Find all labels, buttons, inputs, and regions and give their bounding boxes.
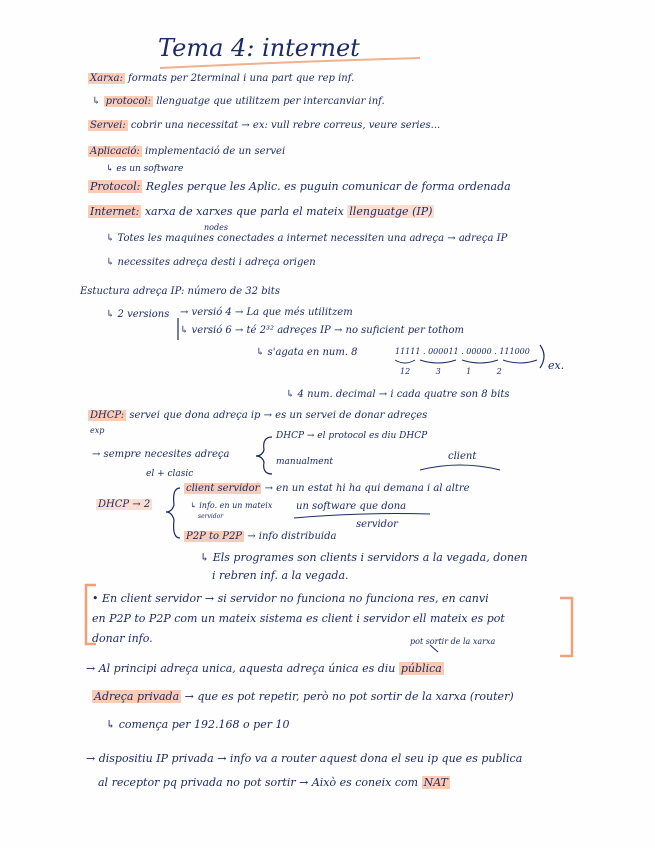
principi-text: → Al principi adreça unica, aquesta adreça única es diu <box>86 662 396 675</box>
sagata-line: ↳ s'agata en num. 8 <box>256 347 358 358</box>
aplicacio-line <box>88 147 285 157</box>
protocol-line <box>92 97 385 107</box>
internet-definition: xarxa de xarxes que parla el mateix <box>144 205 344 218</box>
servei-definition: cobrir una necessitat → ex: vull rebre correus, veure series... <box>130 120 441 131</box>
servidor-note: servidor <box>356 519 398 530</box>
p2p-term: P2P to P2P <box>186 531 243 542</box>
privada-definition: → que es pot repetir, però no pot sortir de la xarxa (router) <box>184 690 514 703</box>
servei-line <box>88 121 440 131</box>
tots-line: ↳ Totes les maquines conectades a internet necessiten una adreça → adreça IP <box>106 233 508 244</box>
num-decimal-line: ↳ 4 num. decimal → i cada quatre son 8 bits <box>286 389 510 400</box>
internet-highlight: llenguatge (IP) <box>349 205 433 218</box>
xarxa-term: Xarxa: <box>90 73 123 84</box>
aplicacio-definition: implementació de un servei <box>144 146 286 157</box>
programes-line-2: i rebren inf. a la vegada. <box>212 569 349 582</box>
protocol-arrow-icon: ↳ <box>92 96 104 107</box>
software-dona: un software que dona <box>296 501 407 512</box>
internet-line <box>88 206 434 217</box>
client-servidor-definition: → en un estat hi ha qui demana i al altre <box>264 483 470 494</box>
internet-term: Internet: <box>90 205 140 218</box>
receptor-text: al receptor pq privada no pot sortir → Això es coneix com <box>98 776 419 789</box>
nat-term: NAT <box>423 776 448 789</box>
sempre-line: → sempre necesites adreça <box>92 449 230 460</box>
comenca-line: ↳ comença per 192.168 o per 10 <box>106 718 290 731</box>
aplicacio-sub: ↳ es un software <box>106 164 184 174</box>
dhcp2-term: DHCP → 2 <box>98 499 151 510</box>
box-line-2: en P2P to P2P com un mateix sistema es client i servidor ell mateix es pot <box>92 612 505 625</box>
dhcp-line <box>88 411 427 421</box>
sortir-note: pot sortir de la xarxa <box>410 637 496 646</box>
dhcp-term: DHCP: <box>90 410 125 421</box>
privada-line <box>92 691 514 702</box>
box-line-1: • En client servidor → si servidor no funciona no funciona res, en canvi <box>92 592 489 605</box>
p2p-definition: → info distribuida <box>247 531 337 542</box>
protocol-definition: llenguatge que utilitzem per intercanviar inf. <box>156 96 385 107</box>
dhcp2-label <box>96 500 152 510</box>
el-classic-note: el + clasic <box>146 469 194 479</box>
protocol-term: protocol: <box>105 96 151 107</box>
aplicacio-term: Aplicació: <box>90 146 140 157</box>
necessites-line: ↳ necessites adreça desti i adreça origen <box>106 257 316 268</box>
client-servidor-term: client servidor <box>186 483 260 494</box>
client-servidor-line <box>184 484 470 494</box>
versio4-line: → versió 4 → La que més utilitzem <box>180 307 353 318</box>
binary-numbers: 12 3 1 2 <box>400 367 502 376</box>
p2p-line <box>184 532 336 542</box>
dhcp-note: exp <box>90 426 105 435</box>
binary-example: 11111 . 000011 . 00000 . 111000 <box>395 347 530 356</box>
ex-label: ex. <box>548 359 565 372</box>
publica-term: pública <box>400 662 442 675</box>
protocol2-line <box>88 181 511 192</box>
xarxa-definition: formats per 2terminal i una part que rep inf. <box>128 73 355 84</box>
estructura-line: Estuctura adreça IP: número de 32 bits <box>80 286 280 297</box>
protocol2-term: Protocol: <box>90 180 141 193</box>
servidor-small: servidor <box>198 513 224 520</box>
info-line: ↳ info. en un mateix <box>190 501 273 510</box>
box-line-3: donar info. <box>92 632 153 645</box>
nodes-note: nodes <box>204 223 228 232</box>
page-title: Tema 4: internet <box>158 34 360 62</box>
dispositiu-line: → dispositiu IP privada → info va a router aquest dona el seu ip que es publica <box>86 752 523 765</box>
versio6-line: ↳ versió 6 → té 2³² adreçes IP → no suficient per tothom <box>180 325 465 336</box>
client-note: client <box>448 451 477 462</box>
receptor-line <box>98 777 450 788</box>
servei-term: Servei: <box>90 120 126 131</box>
xarxa-line <box>88 74 354 84</box>
dhcp-branch-2: manualment <box>276 457 334 467</box>
principi-line <box>86 663 444 674</box>
dhcp-branch-1: DHCP → el protocol es diu DHCP <box>276 431 428 441</box>
versions-label: ↳ 2 versions <box>106 309 170 320</box>
privada-term: Adreça privada <box>94 690 180 703</box>
programes-line-1: ↳ Els programes son clients i servidors a la vegada, donen <box>200 551 528 564</box>
protocol2-definition: Regles perque les Aplic. es puguin comunicar de forma ordenada <box>145 180 511 193</box>
dhcp-definition: servei que dona adreça ip → es un servei de donar adreçes <box>129 410 428 421</box>
